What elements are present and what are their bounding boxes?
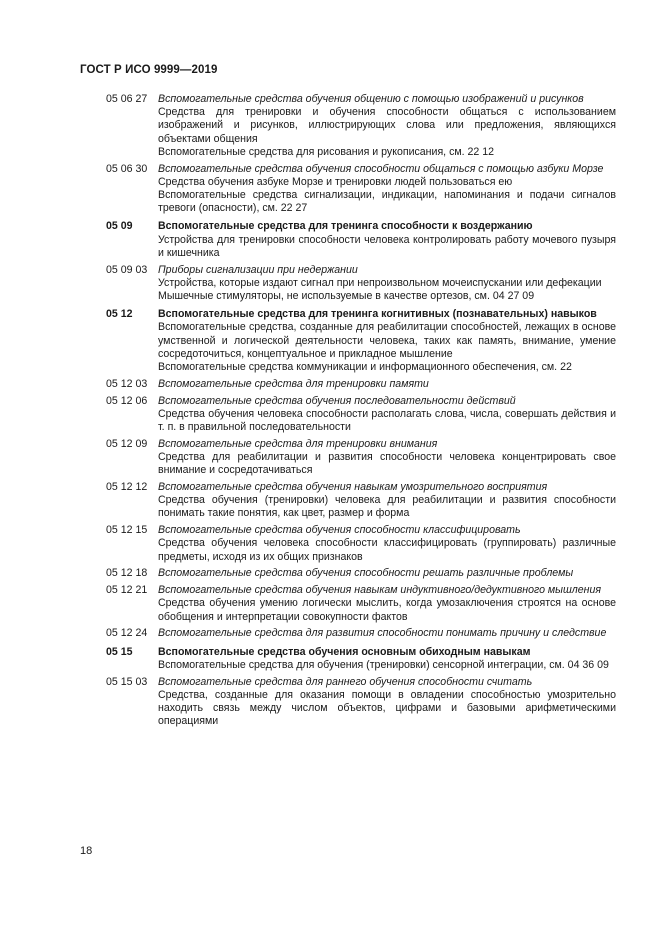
class-entry [106,524,616,564]
entry-body [158,163,616,216]
entry-title: Приборы сигнализации при недержании [158,263,358,276]
class-entry [106,93,616,159]
entry-body [158,438,616,478]
entry-title: Вспомогательные средства обучения основным обиходным навыкам [158,645,531,658]
entry-body [158,220,616,260]
entry-body [158,308,616,374]
class-entry [106,163,616,216]
entry-title: Вспомогательные средства для тренинга способности к воздержанию [158,220,533,233]
entry-description: Средства обучения умению логически мыслить, когда умозаключения строятся на основе обобщения и интерпретации совокупности фактов [158,597,616,623]
class-entry [106,395,616,435]
entry-body [158,646,616,672]
entry-title: Вспомогательные средства обучения навыкам индуктивного/дедуктивного мышления [158,584,602,597]
entry-title: Вспомогательные средства обучения общению с помощью изображений и рисунков [158,93,584,105]
entry-description: Вспомогательные средства, созданные для реабилитации способностей, лежащих в основе умственной и логической деятельности человека, таких как память, внимание, умение сосредоточиться, концептуальное и прикладное мышление [158,321,616,360]
class-entry [106,264,616,304]
entry-description: Вспомогательные средства для рисования и рукописания, см. 22 12 [158,145,495,158]
entry-body [158,584,616,624]
entry-description: Средства обучения (тренировки) человека для реабилитации и развития способности понимать такие понятия, как цвет, размер и форма [158,494,616,520]
class-entry [106,627,616,640]
entry-code: 05 09 [106,220,133,233]
entry-title: Вспомогательные средства для тренинга когнитивных (познавательных) навыков [158,308,597,321]
class-entry [106,378,616,391]
entry-title: Вспомогательные средства обучения навыкам умозрительного восприятия [158,481,548,494]
class-entry [106,584,616,624]
entry-code: 05 12 [106,308,133,321]
entry-description: Средства, созданные для оказания помощи в овладении способностью умозрительно находить связь между числом объектов, цифрами и базовыми арифметическими операциями [158,688,616,728]
entry-code: 05 15 [106,645,133,658]
entry-description: Вспомогательные средства сигнализации, индикации, напоминания и подачи сигналов тревоги (опасности), см. 22 27 [158,189,616,215]
class-entry [106,438,616,478]
entry-code: 05 12 06 [106,394,148,407]
entry-code: 05 12 12 [106,481,148,494]
entry-body [158,524,616,564]
section-entry [106,220,616,260]
entry-title: Вспомогательные средства обучения последовательности действий [158,394,516,407]
entry-code: 05 09 03 [106,263,148,276]
entry-title: Вспомогательные средства обучения способности общаться с помощью азбуки Морзе [158,162,604,175]
entry-body [158,567,616,580]
entry-title: Вспомогательные средства обучения способности классифицировать [158,524,521,537]
entry-code: 05 12 15 [106,524,148,537]
page-number: 18 [80,845,93,857]
entry-body [158,264,616,304]
entry-description: Средства обучения человека способности классифицировать (группировать) различные предметы, исходя из их общих признаков [158,537,616,563]
entry-body [158,481,616,521]
entry-code: 05 12 24 [106,627,148,640]
entry-title: Вспомогательные средства обучения способности решать различные проблемы [158,567,574,580]
classification-entries [106,93,616,732]
entry-code: 05 15 03 [106,675,148,688]
entry-code: 05 12 18 [106,567,148,580]
entry-body [158,627,616,640]
entry-code: 05 12 09 [106,437,148,450]
entry-title: Вспомогательные средства для тренировки внимания [158,437,438,450]
entry-description: Вспомогательные средства для обучения (тренировки) сенсорной интеграции, см. 04 36 09 [158,658,609,671]
entry-body [158,395,616,435]
entry-body [158,93,616,159]
entry-description: Устройства, которые издают сигнал при непроизвольном мочеиспускании или дефекации [158,276,602,289]
entry-code: 05 12 03 [106,377,148,390]
entry-description: Средства для реабилитации и развития способности человека концентрировать свое внимание и сосредотачиваться [158,451,616,477]
entry-description: Средства для тренировки и обучения способности общаться с использованием изображений и рисунков, иллюстрирующих слова или предложения, являющихся объектами общения [158,106,616,145]
entry-code: 05 06 27 [106,93,148,105]
entry-title: Вспомогательные средства для раннего обучения способности считать [158,675,533,688]
class-entry [106,676,616,729]
entry-description: Устройства для тренировки способности человека контролировать работу мочевого пузыря и кишечника [158,233,616,259]
entry-description: Средства обучения азбуке Морзе и тренировки людей пользоваться ею [158,175,513,188]
section-entry [106,646,616,672]
entry-description: Вспомогательные средства коммуникации и информационного обеспечения, см. 22 [158,361,572,374]
entry-code: 05 06 30 [106,162,148,175]
document-header: ГОСТ Р ИСО 9999—2019 [80,64,218,76]
entry-title: Вспомогательные средства для тренировки памяти [158,377,429,390]
entry-description: Мышечные стимуляторы, не используемые в качестве ортезов, см. 04 27 09 [158,290,535,303]
class-entry [106,481,616,521]
entry-body [158,378,616,391]
section-entry [106,308,616,374]
entry-code: 05 12 21 [106,584,148,597]
entry-description: Средства обучения человека способности располагать слова, числа, совершать действия и т. п. в правильной последовательности [158,407,616,434]
entry-title: Вспомогательные средства для развития способности понимать причину и следствие [158,627,607,640]
entry-body [158,676,616,729]
class-entry [106,567,616,580]
